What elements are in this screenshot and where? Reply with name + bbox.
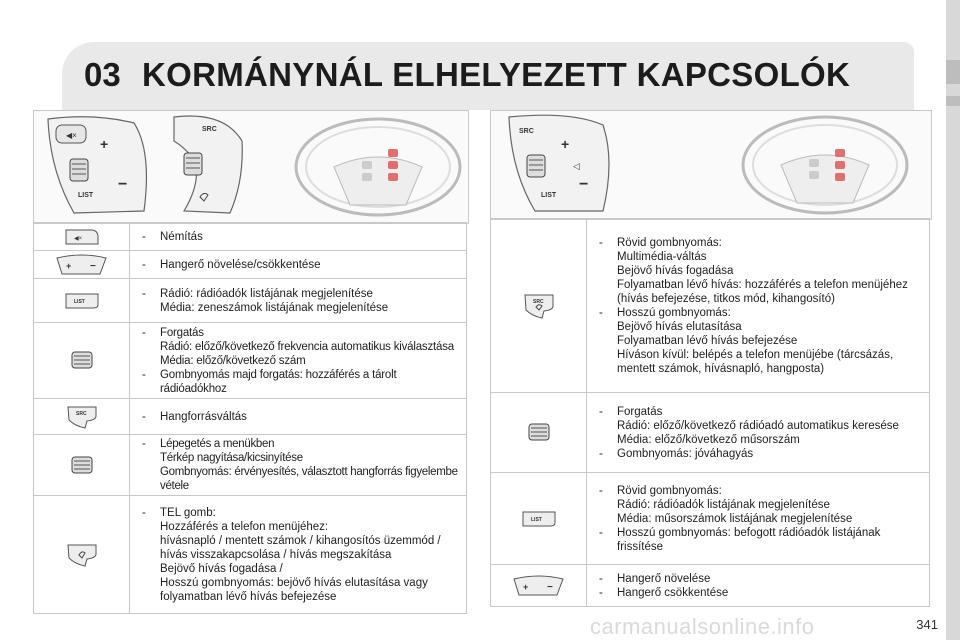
list-item: - Hangerő csökkentése [599, 586, 729, 599]
table-row [34, 435, 467, 496]
scroll-wheel-icon [528, 424, 550, 441]
phone-button-icon [65, 546, 99, 563]
list-item: Hozzáférés a telefon menüjéhez: [160, 520, 329, 533]
volume-plus-minus-icon [511, 577, 567, 594]
scroll-wheel-icon [184, 153, 202, 175]
list-item: - Hosszú gombnyomás: befogott rádióadók listájának frissítése [599, 526, 881, 553]
list-item: - Gombnyomás: jóváhagyás [599, 447, 754, 460]
left-controls-illustration [34, 111, 468, 223]
list-item: - Rádió: rádióadók listájának megjelenítése [142, 287, 373, 300]
list-item: Rádió: rádióadók listájának megjelenítése [617, 498, 830, 511]
list-label: LIST [78, 192, 94, 199]
table-row [34, 251, 467, 279]
page-number: 341 [916, 617, 938, 632]
svg-text:+: + [65, 260, 71, 271]
right-steering-controls-figure [490, 110, 932, 220]
svg-text:−: − [546, 581, 553, 593]
list-item: Bejövő hívás fogadása / [160, 562, 283, 575]
svg-text:LIST: LIST [530, 516, 542, 523]
table-row [34, 323, 467, 399]
table-row [491, 473, 930, 565]
list-item: - Hangerő növelése/csökkentése [142, 258, 321, 271]
list-item: hívásnapló / mentett számok / kihangosítós üzemmód / hívás visszakapcsolása / hívás megszakítása [160, 534, 441, 561]
table-row [34, 223, 467, 251]
list-item: - Hangforrásváltás [142, 410, 247, 423]
list-item: Média: műsorszámok listájának megjelenítése [617, 512, 853, 525]
list-item: Multimédia-váltás [617, 250, 707, 263]
list-item: - Forgatás [599, 405, 663, 418]
table-row [491, 565, 930, 607]
list-item: - Hosszú gombnyomás: [599, 306, 731, 319]
src-phone-button-icon [522, 297, 556, 314]
list-item: Média: előző/következő szám [160, 354, 306, 367]
list-item: Rádió: előző/következő frekvencia automatikus kiválasztása [160, 340, 454, 353]
right-controls-illustration [491, 111, 931, 219]
list-item: Gombnyomás: érvényesítés, választott hangforrás figyelembe vétele [160, 466, 458, 492]
svg-text:◀×: ◀× [73, 235, 82, 242]
svg-text:SRC: SRC [532, 298, 544, 305]
list-button-icon [520, 510, 558, 527]
left-steering-controls-figure [33, 110, 469, 224]
list-item: Hosszú gombnyomás: bejövő hívás elutasítása vagy folyamatban lévő hívás befejezése [160, 576, 428, 603]
list-item: Rádió: előző/következő rádióadó automatikus keresése [617, 419, 899, 432]
svg-text:LIST: LIST [73, 298, 85, 305]
src-label: SRC [519, 128, 534, 135]
list-item: - Hangerő növelése [599, 572, 711, 585]
table-row [491, 219, 930, 393]
list-item: Térkép nagyítása/kicsinyítése [160, 452, 303, 464]
page-title: KORMÁNYNÁL ELHELYEZETT KAPCSOLÓK [142, 56, 851, 93]
left-controls-table [33, 222, 467, 614]
scroll-wheel-icon [71, 456, 93, 473]
svg-text:◀×: ◀× [66, 131, 77, 140]
list-item: - Némítás [142, 230, 203, 243]
svg-text:−: − [89, 260, 96, 272]
plus-glyph: + [100, 136, 109, 152]
table-row [34, 399, 467, 435]
table-row [34, 496, 467, 614]
list-item: Média: előző/következő műsorszám [617, 433, 800, 446]
scroll-wheel-icon [527, 155, 545, 177]
list-item: - Rövid gombnyomás: [599, 484, 722, 497]
chapter-number: 03 [84, 56, 121, 93]
list-item: Folyamatban lévő hívás: hozzáférés a telefon menüjéhez (hívás befejezése, titkos mód, kihangosító) [617, 278, 908, 305]
minus-glyph: − [579, 176, 589, 193]
scroll-wheel-icon [70, 159, 88, 181]
mute-button-icon [63, 228, 101, 245]
list-item: Bejövő hívás fogadása [617, 264, 734, 277]
list-item: Bejövő hívás elutasítása [617, 320, 742, 333]
list-item: - Forgatás [142, 326, 204, 339]
list-item: - Rövid gombnyomás: [599, 236, 722, 249]
volume-plus-minus-icon [54, 256, 110, 273]
src-button-icon [65, 408, 99, 425]
list-item: Híváson kívül: belépés a telefon menüjébe (tárcsázás, mentett számok, hívásnapló, hangposta) [617, 348, 894, 375]
right-controls-table [490, 218, 930, 607]
list-item: Folyamatban lévő hívás befejezése [617, 334, 798, 347]
list-button-icon [63, 292, 101, 309]
src-label: SRC [202, 126, 217, 133]
svg-text:+: + [522, 581, 528, 592]
list-item: - Gombnyomás majd forgatás: hozzáférés a tárolt rádióadókhoz [142, 368, 397, 395]
speaker-icon: ◁ [573, 161, 580, 171]
scroll-wheel-icon [71, 352, 93, 369]
watermark: carmanualsonline.info [590, 614, 815, 639]
side-tab-bar [946, 0, 960, 640]
list-label: LIST [541, 192, 557, 199]
table-row [491, 393, 930, 473]
minus-glyph: − [118, 176, 128, 193]
plus-glyph: + [561, 136, 570, 152]
list-item: - Lépegetés a menükben [142, 438, 275, 450]
list-item: Média: zeneszámok listájának megjelenítése [160, 301, 389, 314]
table-row [34, 279, 467, 323]
svg-text:SRC: SRC [75, 410, 87, 417]
list-item: - TEL gomb: [142, 506, 216, 519]
